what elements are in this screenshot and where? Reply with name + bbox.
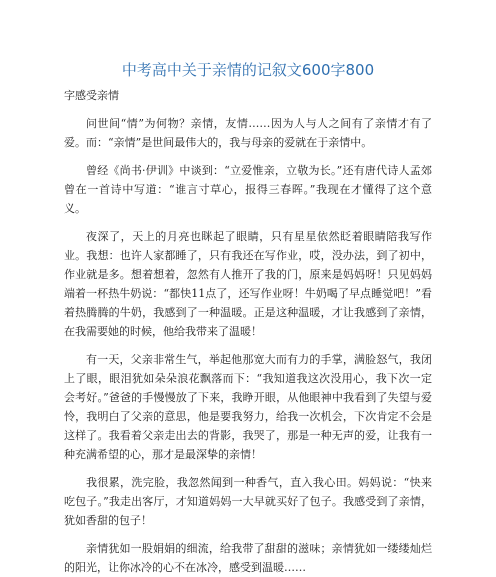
document-title: 中考高中关于亲情的记叙文600字800 — [121, 61, 375, 79]
paragraph-4: 有一天，父亲非常生气，举起他那宽大而有力的手掌，满脸怒气，我闭上了眼，眼泪犹如朵朵浪花飘落而下：“我知道我这次没用心，我下次一定会考好。”爸爸的手慢慢放了下来，我睁开眼，从他眼神中我看到了失望与爱怜，我明白了父亲的意思，他是要我努力，给我一次机会，下次肯定不会是这样了。我看着父亲走出去的背影，我哭了，那是一种无声的爱，让我有一种充满希望的心，那才是最深挚的亲情！ — [64, 353, 432, 461]
document-subtitle: 字感受亲情 — [64, 89, 119, 102]
paragraph-1: 问世间“情”为何物？亲情，友情……因为人与人之间有了亲情才有了爱。而：“亲情”是世间最伟大的，我与母亲的爱就在于亲情中。 — [64, 117, 432, 149]
paragraph-5: 我很累，洗完脸，我忽然闻到一种香气，直入我心田。妈妈说：“快来吃包子。”我走出客厅，才知道妈妈一大早就买好了包子。我感受到了亲情，犹如香甜的包子！ — [64, 476, 432, 527]
paragraph-3: 夜深了，天上的月亮也眯起了眼睛，只有星星依然眨着眼睛陪我写作业。我想：也许人家都睡了，只有我还在写作业，哎，没办法，到了初中，作业就是多。想着想着，忽然有人推开了我的门，原来是妈妈呀！只见妈妈端着一杯热牛奶说：“都快11点了，还写作业呀！牛奶喝了早点睡觉吧！”看着热腾腾的牛奶，我感到了一种温暖。正是这种温暖，才让我感到了亲情，在我需要她的时候，他给我带来了温暖！ — [64, 230, 432, 338]
paragraph-6: 亲情犹如一股娟娟的细流，给我带了甜甜的滋味；亲情犹如一缕缕灿烂的阳光，让你冰冷的心不在冰冷，感受到温暖…… — [64, 542, 432, 574]
paragraph-2: 曾经《尚书·伊训》中谈到：“立爱惟亲，立敬为长。”还有唐代诗人孟郊曾在一首诗中写道：“谁言寸草心，报得三春晖。”我现在才懂得了这个意义。 — [64, 164, 432, 215]
